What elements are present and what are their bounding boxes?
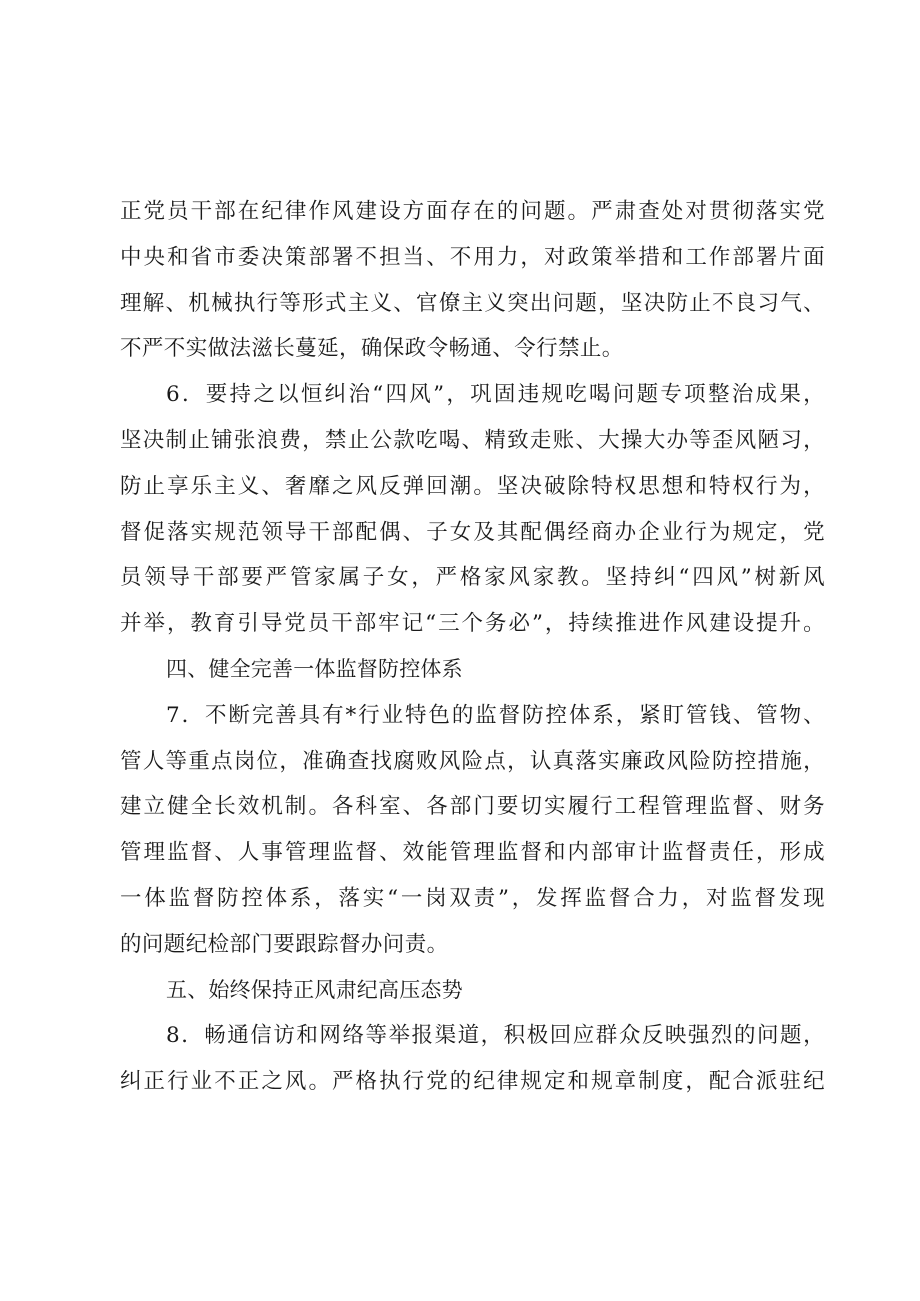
text-line: 督促落实规范领导干部配偶、子女及其配偶经商办企业行为规定，党 [120,519,825,545]
text-line: 防止享乐主义、奢靡之风反弹回潮。坚决破除特权思想和特权行为， [120,473,825,499]
paragraph-8 [120,1013,825,1105]
paragraph-7 [120,693,825,968]
text-line: 6．要持之以恒纠治“四风”，巩固违规吃喝问题专项整治成果， [166,382,825,408]
section-heading-5: 五、始终保持正风肃纪高压态势 [166,977,463,1002]
text-line: 并举，教育引导党员干部牢记“三个务必”，持续推进作风建设提升。 [120,611,825,637]
text-line: 管理监督、人事管理监督、效能管理监督和内部审计监督责任，形成 [120,840,825,866]
text-line: 中央和省市委决策部署不担当、不用力，对政策举措和工作部署片面 [120,244,825,270]
text-line: 的问题纪检部门要跟踪督办问责。 [120,931,449,957]
text-line: 员领导干部要严管家属子女，严格家风家教。坚持纠“四风”树新风 [120,565,825,591]
text-line: 8．畅通信访和网络等举报渠道，积极回应群众反映强烈的问题， [166,1023,825,1049]
section-heading-4: 四、健全完善一体监督防控体系 [166,656,463,681]
text-line: 7．不断完善具有*行业特色的监督防控体系，紧盯管钱、管物、 [166,702,825,728]
paragraph-continued [120,189,825,372]
text-line: 不严不实做法滋长蔓延，确保政令畅通、令行禁止。 [120,336,624,362]
document-body [120,189,825,1105]
text-line: 正党员干部在纪律作风建设方面存在的问题。严肃查处对贯彻落实党 [120,199,825,224]
text-line: 建立健全长效机制。各科室、各部门要切实履行工程管理监督、财务 [120,794,825,820]
text-line: 坚决制止铺张浪费，禁止公款吃喝、精致走账、大操大办等歪风陋习， [120,427,825,453]
paragraph-6 [120,372,825,647]
text-line: 纠正行业不正之风。严格执行党的纪律规定和规章制度，配合派驻纪 [120,1069,825,1095]
text-line: 一体监督防控体系，落实“一岗双责”，发挥监督合力，对监督发现 [120,885,825,911]
text-line: 管人等重点岗位，准确查找腐败风险点，认真落实廉政风险防控措施， [120,748,825,774]
text-line: 理解、机械执行等形式主义、官僚主义突出问题，坚决防止不良习气、 [120,290,825,316]
